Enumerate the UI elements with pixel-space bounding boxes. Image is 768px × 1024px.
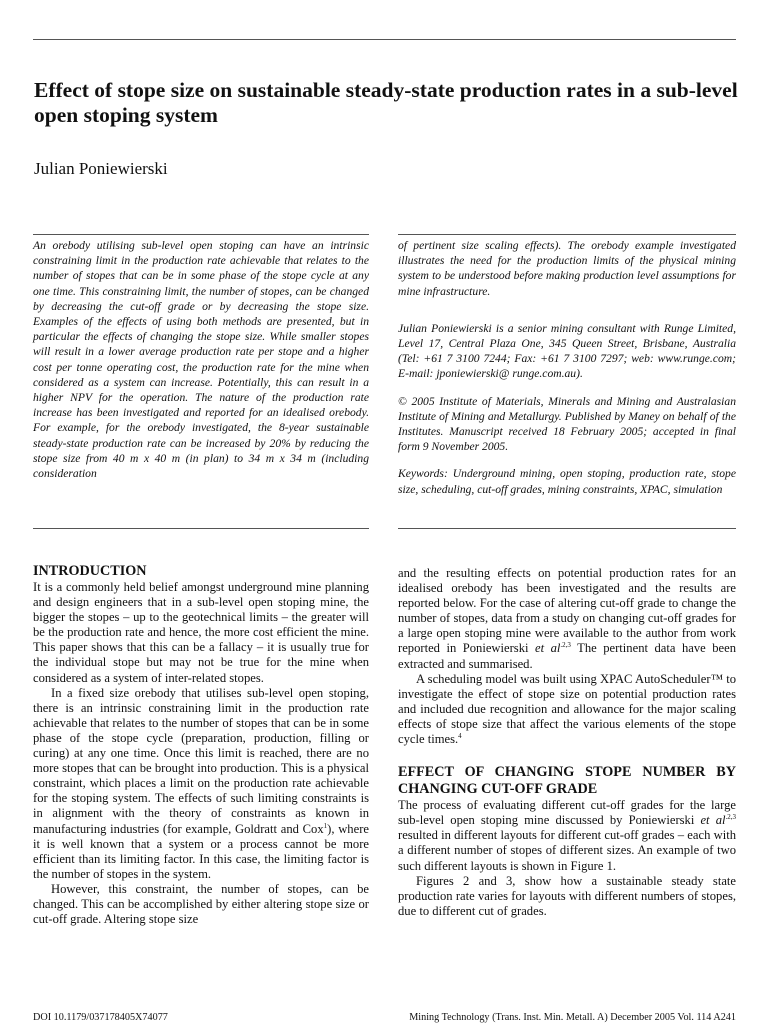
abstract-left-column (33, 238, 369, 493)
author-name: Julian Poniewierski (34, 159, 168, 178)
body-right-column (398, 566, 736, 919)
reference-marker: 1 (323, 821, 328, 830)
reference-marker: .2,3 (725, 813, 736, 822)
paragraph: However, this constraint, the number of stopes, can be changed. This can be accomplished by either altering stope size or cut-off grade. Altering stope size (33, 881, 369, 927)
copyright-notice: © 2005 Institute of Materials, Minerals and Mining and Australasian Institute of Mining and Metallurgy. Published by Maney on behalf of the Institutes. Manuscript received 18 February 2005; accepted in final form 9 November 2005. (398, 394, 736, 454)
paragraph: Figures 2 and 3, show how a sustainable steady state production rate varies for layouts with different numbers of stopes, due to different cut of grades. (398, 873, 736, 918)
reference-marker: 4 (458, 731, 462, 740)
paragraph: It is a commonly held belief amongst underground mine planning and design engineers that in a sub-level open stoping mine, the bigger the stopes – up to the geotechnical limits – the greater will be the production rate and hence, the more cost efficient the mine. This paper shows that this can be a fallacy – it is usually true for the individual stope but may not be true for the mine when considered as a system of inter-related stopes. (33, 580, 369, 685)
abstract-left-top-rule (33, 234, 369, 235)
paragraph: and the resulting effects on potential production rates for an idealised orebody has been investigated and the results are reported below. For the case of altering cut-off grade to change the number of stopes, data from a study on changing cut-off grades for a large open stoping mine were available to the author from work reported in Poniewierski et $al^{.2,3}$ The pertinent data have been extracted and summarised. (398, 566, 736, 671)
author-affiliation: Julian Poniewierski is a senior mining consultant with Runge Limited, Level 17, Central Plaza One, 345 Queen Street, Brisbane, Australia (Tel: +61 7 3100 7244; Fax: +61 7 3100 7297; web: www.runge.com; E-mail: jponiewierski@ runge.com.au). (398, 321, 736, 381)
doi-link[interactable]: DOI 10.1179/037178405X74077 (33, 1012, 168, 1023)
abstract-text: An orebody utilising sub-level open stoping can have an intrinsic constraining limit in the production rate achievable that relates to the number of stopes that can be in some phase of the stope cycle at any one time. This constraining limit, the number of stopes, can be changed by decreasing the cut-off grade or by decreasing the stope size. Examples of the effects of using both methods are presented, but in particular the effects of changing the stope size. While smaller stopes will result in a lower average production rate per stope and a higher cost per tonne operating cost, the production rate for the mine when considered as a system can increase. Potentially, this can result in a higher NPV for the operation. The nature of the production rate increase has been investigated and reported for an idealised orebody. For example, for the orebody investigated, the 8-year sustainable steady-state production rate can be increased by 20% by reducing the stope size from 40 m x 40 m (in plan) to 34 m x 34 m (including consideration (33, 239, 369, 481)
paper-title: Effect of stope size on sustainable steady-state production rates in a sub-level open stoping system (34, 78, 738, 127)
section-heading-cut-off-grade: EFFECT OF CHANGING STOPE NUMBER BY CHANGING CUT-OFF GRADE (398, 764, 736, 798)
page-footer (33, 1012, 736, 1023)
reference-marker: .2,3 (560, 641, 571, 650)
journal-citation: Mining Technology (Trans. Inst. Min. Metall. A) December 2005 Vol. 114 A241 (409, 1012, 736, 1023)
abstract-right-bottom-rule (398, 528, 736, 529)
paragraph: The process of evaluating different cut-off grades for the large sub-level open stoping mine discussed by Poniewierski et $al^{.2,3}$ resulted in different layouts for different cut-off grades – each with a different number of stopes of different sizes. An example of two such different layouts is shown in Figure 1. (398, 798, 736, 873)
abstract-left-bottom-rule (33, 528, 369, 529)
body-left-column (33, 563, 369, 927)
keywords: Keywords: Underground mining, open stoping, production rate, stope size, scheduling, cut-off grades, mining constraints, XPAC, simulation (398, 467, 736, 496)
paragraph: A scheduling model was built using XPAC AutoScheduler™ to investigate the effect of stope size on potential production rates and included due recognition and allowance for the major scaling effects of stope size that affect the various elements of the stope cycle times.$^4$ (398, 671, 736, 747)
top-rule (33, 39, 736, 40)
abstract-right-column (398, 238, 736, 509)
abstract-text-continued: of pertinent size scaling effects). The orebody example investigated illustrates the need for the production limits of the physical mining system to be understood before making production level assumptions for mine infrastructure. (398, 239, 736, 298)
paragraph: In a fixed size orebody that utilises sub-level open stoping, there is an intrinsic constraining limit in the production rate achievable that relates to the number of stopes that can be in some phase of the stope cycle (preparation, production, filling or curing) at any one time. Once this limit is reached, there are no more stopes that can be brought into production. This is a physical constraint, which places a limit on the production rate achievable for the stoping system. The effects of such limiting constraints is in alignment with the theory of constraints as known in manufacturing industries (for example, Goldratt and Cox$^1$), where it is well known that a system or a process cannot be more efficient than its limiting factor. In this case, the limiting factor is the number of stopes in the system. (33, 685, 369, 881)
abstract-right-top-rule (398, 234, 736, 235)
section-heading-introduction: INTRODUCTION (33, 563, 147, 579)
